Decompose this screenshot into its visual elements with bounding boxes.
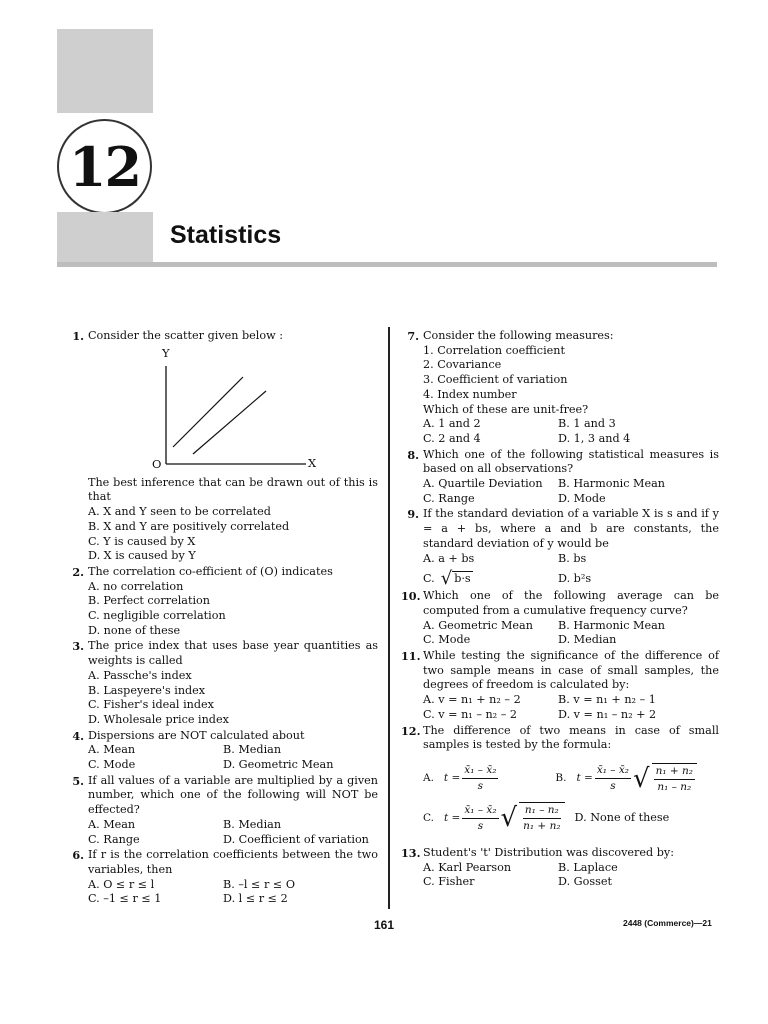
option-b: B. Median: [223, 743, 282, 757]
option-b: B. bs: [558, 551, 587, 565]
option-a: A. Geometric Mean: [423, 618, 533, 632]
question-5: [66, 774, 378, 848]
option-d: D. Coefficient of variation: [223, 832, 369, 846]
option-d: D. l ≤ r ≤ 2: [223, 892, 288, 906]
option-c: C. 2 and 4: [423, 431, 481, 445]
question-11: [401, 649, 719, 723]
option-d: D. b²s: [558, 572, 592, 586]
option-c: C. negligible correlation: [88, 609, 226, 623]
question-text: The difference of two means in case of small samples is tested by the formula:: [423, 723, 719, 752]
option-a: A. Quartile Deviation: [423, 477, 543, 491]
option-c: C. Y is caused by X: [88, 534, 196, 548]
question-2: [66, 565, 378, 639]
option-d: D. none of these: [88, 623, 181, 637]
radical-icon: √: [440, 568, 453, 590]
option-c: C. Fisher's ideal index: [88, 698, 214, 712]
measure-item: 3. Coefficient of variation: [423, 373, 568, 387]
option-d: D. 1, 3 and 4: [558, 431, 631, 445]
option-b: B. Harmonic Mean: [558, 477, 666, 491]
fraction: [595, 763, 631, 793]
option-d: D. Median: [558, 633, 617, 647]
options-grid: [88, 878, 378, 907]
question-4: [66, 729, 378, 773]
option-c: C. Mode: [88, 758, 136, 772]
question-number: 13.: [401, 845, 421, 860]
title-rule: [57, 262, 717, 267]
question-9: [401, 507, 719, 588]
measure-item: 1. Correlation coefficient: [423, 343, 565, 357]
option-b-label: B.: [555, 772, 567, 785]
question-subtext: Which of these are unit-free?: [423, 402, 589, 416]
question-number: 7.: [407, 329, 419, 343]
option-b: B. X and Y are positively correlated: [88, 519, 290, 533]
scatter-figure: [108, 346, 348, 474]
formula-a: [423, 763, 500, 793]
option-b: B. Laplace: [558, 860, 618, 874]
fraction-numerator: x̄₁ – x̄₂: [462, 763, 498, 779]
question-text: Student's 't' Distribution was discovered by:: [423, 845, 674, 859]
option-a: A. Passche's index: [88, 668, 192, 682]
fraction-denominator: n₁ + n₂: [523, 820, 561, 833]
question-number: 3.: [72, 639, 84, 654]
x-axis-label: X: [308, 455, 317, 470]
fraction-denominator: s: [610, 780, 616, 793]
question-number: 4.: [72, 728, 84, 743]
question-number: 9.: [407, 507, 419, 522]
question-13: [401, 846, 719, 890]
fraction-numerator: n₁ – n₂: [523, 803, 561, 819]
option-a: A. X and Y seen to be correlated: [88, 505, 271, 519]
question-text: While testing the significance of the difference of two sample means in case of small samples, the degrees of freedom is calculated by:: [423, 649, 719, 692]
fraction-numerator: x̄₁ – x̄₂: [595, 763, 631, 779]
question-text: Which one of the following average can be computed from a cumulative frequency curve?: [423, 589, 719, 617]
question-number: 8.: [407, 447, 419, 462]
question-text: The price index that uses base year quantities as weights is called: [88, 639, 378, 668]
options-grid: [423, 417, 719, 446]
options-grid: [423, 477, 719, 506]
fraction: [462, 803, 498, 833]
question-text: Consider the following measures:: [423, 329, 614, 342]
option-a: A. Karl Pearson: [423, 860, 512, 874]
option-c: C. –1 ≤ r ≤ 1: [88, 892, 162, 906]
chapter-number-badge: [57, 119, 152, 214]
t-equals: t =: [443, 772, 461, 785]
fraction: [462, 763, 498, 793]
option-c-label: C.: [423, 811, 434, 824]
question-subtext: The best inference that can be drawn out of this is that: [88, 475, 378, 504]
chapter-number: 12: [68, 134, 141, 199]
radicand-fraction: [519, 802, 564, 833]
question-number: 1.: [72, 329, 84, 343]
option-c: C. Range: [88, 832, 140, 846]
question-text: If all values of a variable are multiplied by a given number, which one of the following will NOT be effected?: [88, 773, 378, 817]
question-number: 12.: [401, 723, 421, 738]
options-grid: [88, 743, 378, 772]
fraction-denominator: s: [477, 819, 484, 832]
question-6: [66, 848, 378, 907]
header-decor-top: [57, 29, 153, 113]
fraction-numerator: n₁ + n₂: [654, 764, 695, 780]
option-c: C. Range: [423, 491, 475, 505]
radicand-fraction: [652, 763, 697, 794]
question-text: Dispersions are NOT calculated about: [88, 728, 305, 742]
option-a: A. no correlation: [88, 579, 184, 593]
option-a-label: A.: [423, 772, 434, 785]
option-d: D. Mode: [558, 491, 606, 505]
radical-icon: √: [633, 763, 650, 794]
question-number: 10.: [401, 589, 421, 604]
option-b: B. 1 and 3: [558, 417, 616, 431]
fraction-denominator: n₁ – n₂: [657, 780, 692, 793]
origin-label: O: [152, 456, 162, 471]
column-divider: [388, 327, 390, 909]
scatter-line-1: [173, 377, 243, 447]
options-grid: [423, 693, 719, 722]
formula-row-cd: [423, 802, 719, 833]
page-number: 161: [374, 918, 395, 932]
left-column: [66, 329, 378, 908]
scatter-svg: [108, 346, 348, 474]
t-equals: t =: [444, 811, 461, 824]
sqrt-expression: [633, 763, 699, 794]
option-a: A. v = n₁ + n₂ – 2: [423, 693, 521, 707]
fraction-numerator: x̄₁ – x̄₂: [462, 803, 498, 819]
formula-c: [423, 802, 567, 833]
option-b: B. Median: [223, 817, 282, 831]
t-equals: t =: [576, 772, 593, 785]
option-a: A. Mean: [88, 817, 136, 831]
question-12: [401, 724, 719, 840]
sqrt-expression: [441, 570, 473, 588]
option-d-label: D. None of these: [574, 810, 670, 824]
question-number: 11.: [401, 649, 421, 664]
question-text: The correlation co-efficient of (O) indicates: [88, 564, 333, 578]
question-text: Consider the scatter given below :: [88, 329, 284, 342]
option-b: B. Harmonic Mean: [558, 618, 666, 632]
option-a: A. Mean: [88, 743, 136, 757]
option-b: B. –l ≤ r ≤ O: [223, 877, 295, 891]
option-b: B. Laspeyere's index: [88, 683, 206, 697]
option-c: C. v = n₁ – n₂ – 2: [423, 707, 517, 721]
option-d: D. v = n₁ – n₂ + 2: [558, 707, 657, 721]
option-b: B. Perfect correlation: [88, 594, 210, 608]
radical-icon: √: [500, 803, 518, 834]
option-b: B. v = n₁ + n₂ – 1: [558, 693, 656, 707]
radicand: b·s: [454, 572, 471, 586]
option-c: C. Mode: [423, 633, 471, 647]
header-decor-bottom: [57, 212, 153, 267]
formula-b: [555, 763, 699, 794]
measure-item: 4. Index number: [423, 387, 517, 401]
option-c: C.: [423, 571, 435, 585]
formula-row-ab: [423, 763, 719, 794]
option-d: D. X is caused by Y: [88, 549, 196, 563]
measure-list: [423, 344, 719, 403]
option-d: D. Geometric Mean: [223, 758, 334, 772]
option-a: A. O ≤ r ≤ l: [88, 877, 155, 891]
sqrt-expression: [501, 802, 567, 833]
option-a: A. 1 and 2: [423, 417, 481, 431]
footer-code: 2448 (Commerce)—21: [623, 918, 712, 928]
fraction-denominator: s: [477, 780, 484, 793]
measure-item: 2. Covariance: [423, 358, 502, 372]
options-grid: [423, 552, 719, 589]
options-grid: [88, 818, 378, 847]
question-number: 2.: [72, 564, 84, 579]
question-10: [401, 589, 719, 648]
options-grid: [423, 619, 719, 648]
option-a: A. a + bs: [423, 551, 475, 565]
question-3: [66, 639, 378, 727]
option-c-wrapper: [423, 570, 558, 588]
y-axis-label: Y: [162, 345, 170, 360]
question-1: [66, 329, 378, 564]
option-d: D. Wholesale price index: [88, 712, 229, 726]
right-column: [401, 329, 719, 891]
question-text: Which one of the following statistical measures is based on all observations?: [423, 447, 719, 476]
scatter-line-2: [193, 391, 266, 454]
question-number: 5.: [72, 773, 84, 788]
option-c: C. Fisher: [423, 875, 475, 889]
question-number: 6.: [72, 848, 84, 863]
option-d: D. Gosset: [558, 875, 612, 889]
question-text: If the standard deviation of a variable X is s and if y = a + bs, where a and b are constants, the standard deviation of y would be: [423, 507, 719, 550]
question-7: [401, 329, 719, 447]
chapter-title: Statistics: [170, 221, 282, 249]
question-8: [401, 448, 719, 507]
question-text: If r is the correlation coefficients between the two variables, then: [88, 848, 378, 876]
options-grid: [423, 861, 719, 890]
